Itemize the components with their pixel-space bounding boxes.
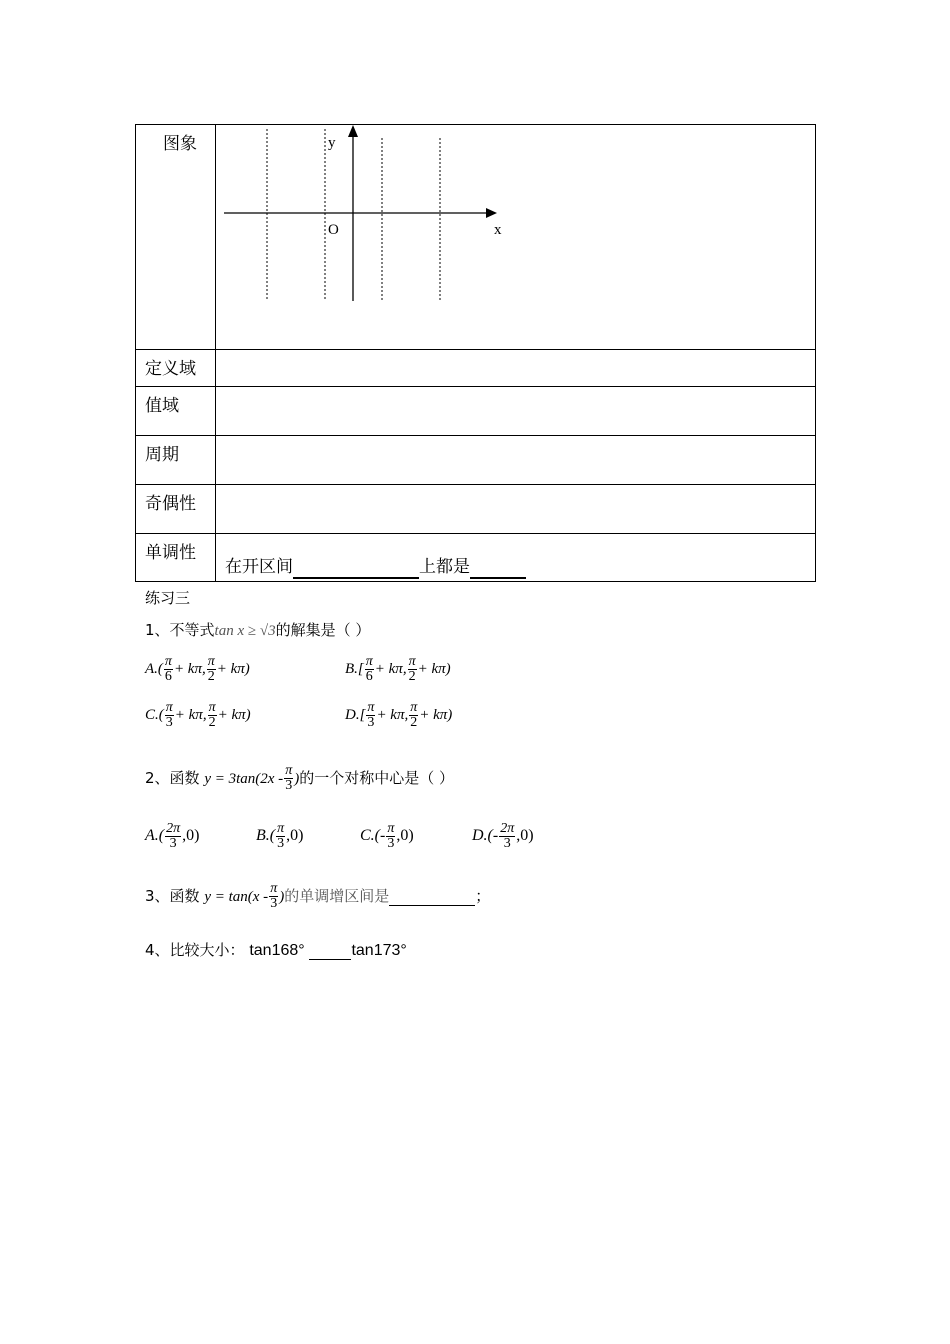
q3-stem: 3、函数 y = tan(x - $\frac{\pi}{3}$ )的单调增区间是 ； [145,881,491,911]
q1-option-d: D.[ $\frac{\pi}{3}$ + kπ, $\frac{\pi}{2}$ + kπ) [345,700,453,730]
q1-expression: tan x ≥ √3 [214,623,276,639]
interval-blank [293,557,419,579]
q2-option-d: D.(- $\frac{2\pi}{3}$ ,0) [472,821,534,851]
y-axis-arrow [348,125,358,137]
q3-stem-suffix: 的单调增区间是 [284,887,390,905]
q4-left-expression: tan168° [249,942,305,959]
monotonicity-middle: 上都是 [419,557,470,577]
q4-stem [145,939,407,960]
q3-expression: y = tan(x - [204,889,269,905]
type-blank [470,557,526,579]
monotonicity-prefix: 在开区间 [225,557,293,577]
row-label-parity: 奇偶性 [136,485,216,534]
domain-cell [216,350,816,387]
axes-graph [216,125,816,349]
q1-stem-prefix: 1、不等式 [145,621,215,639]
x-axis-label: x [494,222,502,238]
q2-option-a: A.( $\frac{2\pi}{3}$ ,0) [145,821,200,851]
section-title: 练习三 [145,589,191,607]
monotonicity-cell [216,534,816,582]
parity-cell [216,485,816,534]
row-label-graph: 图象 [136,125,216,350]
q1-option-b: B.[ $\frac{\pi}{6}$ + kπ, $\frac{\pi}{2}$ + kπ) [345,654,451,684]
q2-expression: y = 3tan(2x - [204,771,284,787]
q1-stem [145,619,370,640]
row-label-monotonicity: 单调性 [136,534,216,582]
y-axis-label: y [328,135,336,151]
q2-stem-suffix: 的一个对称中心是（ ） [299,769,454,787]
graph-cell [216,125,816,350]
q1-option-a: A.( $\frac{\pi}{6}$ + kπ, $\frac{\pi}{2}$ + kπ) [145,654,250,684]
q4-stem-prefix: 4、比较大小： [145,941,245,959]
row-label-range: 值域 [136,387,216,436]
q2-stem-prefix: 2、函数 [145,769,200,787]
q3-stem-prefix: 3、函数 [145,887,200,905]
q4-right-expression: tan173° [351,942,407,959]
row-label-domain: 定义域 [136,350,216,387]
x-axis-arrow [486,208,497,218]
row-label-period: 周期 [136,436,216,485]
q2-option-c: C.(- $\frac{\pi}{3}$ ,0) [360,821,414,851]
q2-stem: 2、函数 y = 3tan(2x - $\frac{\pi}{3}$ )的一个对称中心是（ ） [145,763,454,793]
q2-option-b: B.( $\frac{\pi}{3}$ ,0) [256,821,304,851]
q3-answer-blank [389,887,475,906]
properties-table [135,124,816,582]
origin-label: O [328,222,339,238]
q1-option-c: C.( $\frac{\pi}{3}$ + kπ, $\frac{\pi}{2}$ + kπ) [145,700,251,730]
q1-stem-suffix: 的解集是（ ） [275,621,371,639]
period-cell [216,436,816,485]
q4-answer-blank [309,941,351,960]
range-cell [216,387,816,436]
